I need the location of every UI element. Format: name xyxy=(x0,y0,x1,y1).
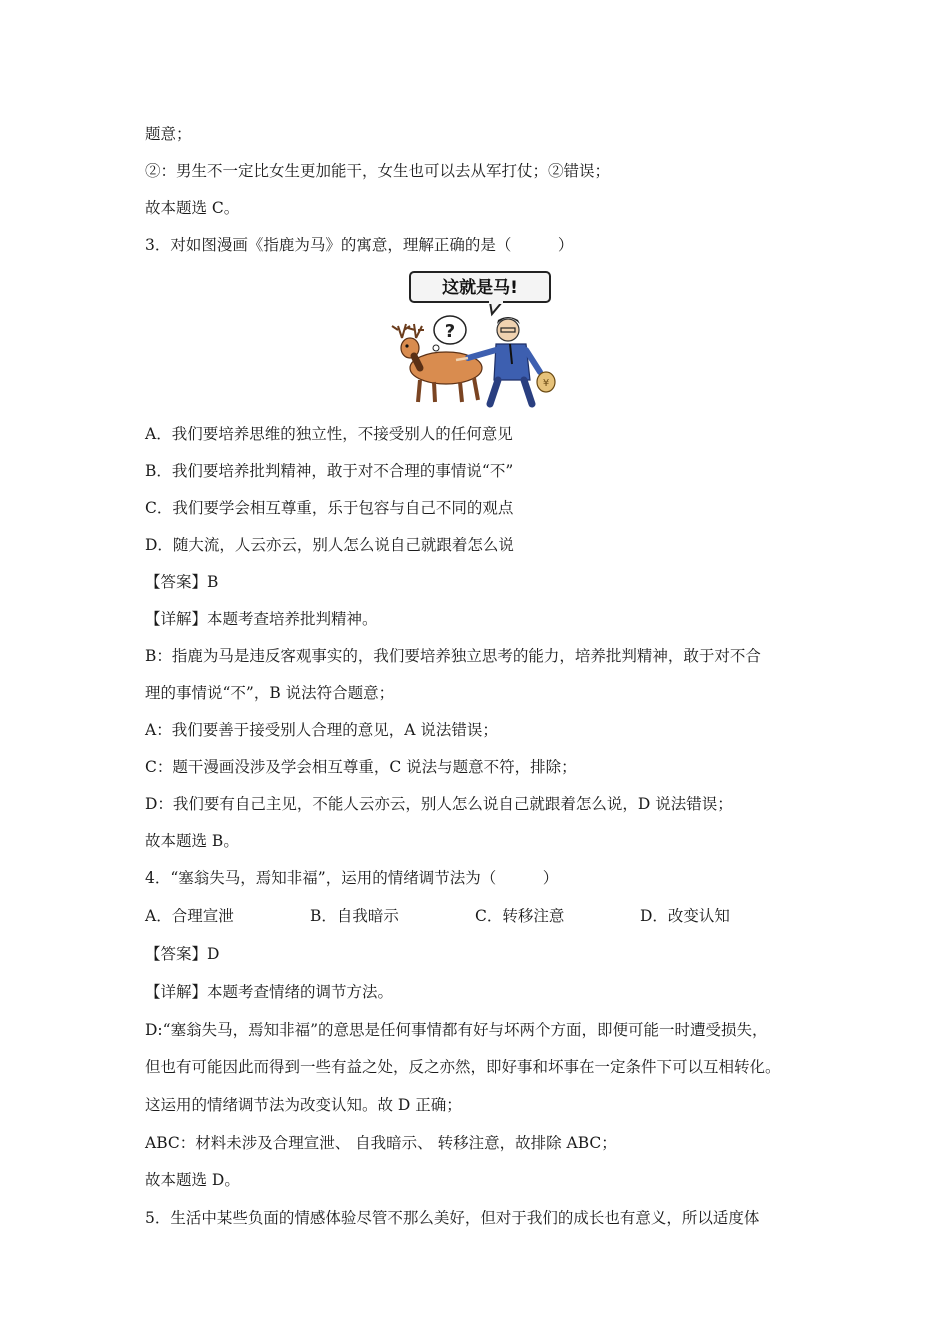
option-b: B．自我暗示 xyxy=(310,907,399,925)
explanation-heading: 【详解】本题考查情绪的调节方法。 xyxy=(145,983,394,1001)
text-line: 故本题选 D。 xyxy=(145,1171,240,1189)
thought-bubble xyxy=(433,316,466,351)
text-line: 但也有可能因此而得到一些有益之处，反之亦然，即好事和坏事在一定条件下可以互相转化。 xyxy=(145,1058,781,1076)
money-bag-label: ¥ xyxy=(542,378,550,389)
man-illustration xyxy=(456,317,540,404)
question-4-options xyxy=(145,906,815,926)
speech-text: 这就是马! xyxy=(442,278,518,298)
option-c: C．转移注意 xyxy=(475,907,565,925)
money-bag-illustration xyxy=(537,372,555,392)
question-5-stem: 5．生活中某些负面的情感体验尽管不那么美好，但对于我们的成长也有意义，所以适度体 xyxy=(145,1209,760,1227)
text-line: D:“塞翁失马，焉知非福”的意思是任何事情都有好与坏两个方面，即便可能一时遭受损失， xyxy=(145,1021,768,1039)
question-3-stem: 3．对如图漫画《指鹿为马》的寓意，理解正确的是（ ） xyxy=(145,236,574,254)
option-b: B．我们要培养批判精神，敢于对不合理的事情说“不” xyxy=(145,462,514,480)
text-line: B：指鹿为马是违反客观事实的，我们要培养独立思考的能力，培养批判精神，敢于对不合 xyxy=(145,647,761,665)
text-line: A：我们要善于接受别人合理的意见，A 说法错误； xyxy=(145,721,498,739)
question-mark: ? xyxy=(444,321,456,342)
option-d: D．改变认知 xyxy=(640,907,730,925)
question-4-stem: 4．“塞翁失马，焉知非福”，运用的情绪调节法为（ ） xyxy=(145,869,559,887)
cartoon-figure xyxy=(380,268,560,408)
answer-line: 【答案】D xyxy=(145,945,220,963)
text-line: D：我们要有自己主见，不能人云亦云，别人怎么说自己就跟着怎么说，D 说法错误； xyxy=(145,795,733,813)
text-line: ABC：材料未涉及合理宣泄、 自我暗示、 转移注意，故排除 ABC； xyxy=(145,1134,617,1152)
text-line: 这运用的情绪调节法为改变认知。故 D 正确； xyxy=(145,1096,462,1114)
explanation-heading: 【详解】本题考查培养批判精神。 xyxy=(145,610,378,628)
text-line: ②：男生不一定比女生更加能干，女生也可以去从军打仗；②错误； xyxy=(145,162,611,180)
option-a: A．合理宣泄 xyxy=(145,907,234,925)
text-line: 理的事情说“不”，B 说法符合题意； xyxy=(145,684,395,702)
text-line: 题意； xyxy=(145,125,192,143)
option-a: A．我们要培养思维的独立性，不接受别人的任何意见 xyxy=(145,425,513,443)
text-line: 故本题选 C。 xyxy=(145,199,240,217)
text-line: C：题干漫画没涉及学会相互尊重，C 说法与题意不符，排除； xyxy=(145,758,577,776)
option-d: D．随大流，人云亦云，别人怎么说自己就跟着怎么说 xyxy=(145,536,514,554)
option-c: C．我们要学会相互尊重，乐于包容与自己不同的观点 xyxy=(145,499,514,517)
answer-line: 【答案】B xyxy=(145,573,219,591)
text-line: 故本题选 B。 xyxy=(145,832,239,850)
speech-bubble xyxy=(410,272,550,314)
